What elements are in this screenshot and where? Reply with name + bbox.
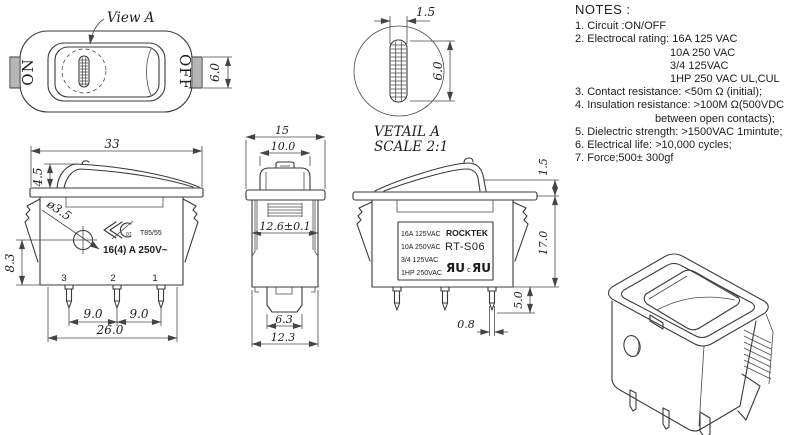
dim-pin-thickness: 0.8 (457, 318, 475, 331)
detail-caption-title: VETAIL A (374, 124, 440, 140)
dim-hole-dia: ø3.5 (44, 196, 74, 224)
cert-code: T85/55 (140, 230, 162, 237)
note-line: between open contacts); (655, 112, 775, 125)
dim-mount-span: 26.0 (96, 323, 124, 337)
terminal-pins-iso (630, 390, 710, 435)
label-rating-4: 1HP 250VAC (401, 270, 442, 277)
note-line: 5. Dielectric strength: >1500VAC 1mintute; (575, 125, 783, 138)
front-view-drawing (3, 137, 203, 342)
label-rating-3: 3/4 125VAC (401, 257, 439, 264)
mounting-wing-right (183, 199, 198, 262)
notes-panel (575, 3, 799, 165)
terminal-pins-front (65, 285, 165, 308)
note-line: 1HP 250 VAC UL,CUL (670, 73, 780, 86)
dim-rocker-protrusion: 1.5 (537, 158, 550, 176)
knurled-actuator (79, 56, 89, 87)
mounting-wing-left (357, 202, 372, 261)
note-line: 3. Contact resistance: <50m Ω (initial); (575, 86, 763, 99)
dim-hole-to-bottom: 8.3 (3, 253, 17, 273)
dim-pin-pitch-left: 9.0 (83, 307, 103, 321)
on-label: ON (19, 58, 37, 86)
mounting-wing-right (513, 202, 528, 261)
note-line: 1. Circuit :ON/OFF (575, 20, 667, 33)
dim-actuator-height: 6.0 (208, 62, 222, 83)
ul-recognized-mark-2: ЯU (472, 261, 491, 275)
product-label (398, 222, 493, 280)
isometric-view-drawing (609, 254, 774, 435)
pin-label-2: 2 (110, 273, 116, 284)
end-view-drawing (246, 124, 325, 347)
knurled-actuator-detail (390, 40, 407, 102)
ribbed-clip (738, 314, 773, 420)
terminal-pins-side (393, 287, 496, 310)
note-line: 10A 250 VAC (670, 46, 736, 59)
ul-recognized-mark: ЯU (446, 261, 465, 275)
rating-marking: 16(4) A 250V~ (103, 245, 168, 256)
note-line: 6. Electrical life: >10,000 cycles; (575, 139, 732, 152)
dim-rocker-height: 4.5 (31, 167, 45, 187)
top-view-drawing (10, 10, 232, 112)
dim-body-width: 12.6±0.1 (259, 220, 311, 233)
dim-overall-width: 33 (104, 137, 120, 151)
note-line: 2. Electrocal rating: 16A 125 VAC (575, 33, 738, 46)
notes-heading: NOTES : (575, 2, 631, 17)
note-line: 7. Force;500± 300gf (575, 152, 674, 165)
detail-caption-scale: SCALE 2:1 (374, 139, 449, 155)
mounting-wing-left (25, 199, 40, 262)
dim-actuator-width: 6.3 (275, 313, 293, 326)
note-line: 3/4 125VAC (670, 59, 729, 72)
label-rating-2: 10A 250VAC (401, 244, 441, 251)
view-a-callout: View A (107, 10, 155, 26)
ul-c-mark-prefix: c (467, 266, 471, 274)
note-line: 4. Insulation resistance: >100M Ω(500VDC (575, 99, 785, 112)
dim-pin-pitch-right: 9.0 (129, 307, 149, 321)
model-number: RT-S06 (445, 241, 486, 253)
dim-bottom-width: 12.3 (270, 331, 296, 344)
side-view-drawing (353, 158, 559, 336)
dim-pin-length: 5.0 (512, 291, 525, 309)
off-label: OFF (176, 53, 194, 91)
pin-label-3: 3 (61, 273, 67, 284)
detail-a-drawing (354, 5, 455, 155)
dim-rocker-width: 10.0 (270, 140, 296, 153)
enec-logo (104, 221, 133, 239)
dim-detail-height: 6.0 (431, 61, 445, 81)
pin-label-1: 1 (152, 273, 158, 284)
label-rating-1: 16A 125VAC (401, 231, 441, 238)
dim-flange-width: 15 (275, 124, 289, 137)
brand-name: ROCKTEK (446, 228, 489, 238)
dim-detail-width: 1.5 (416, 5, 436, 19)
enec-digits: 07 (126, 232, 132, 238)
dim-body-height: 17.0 (537, 230, 550, 256)
